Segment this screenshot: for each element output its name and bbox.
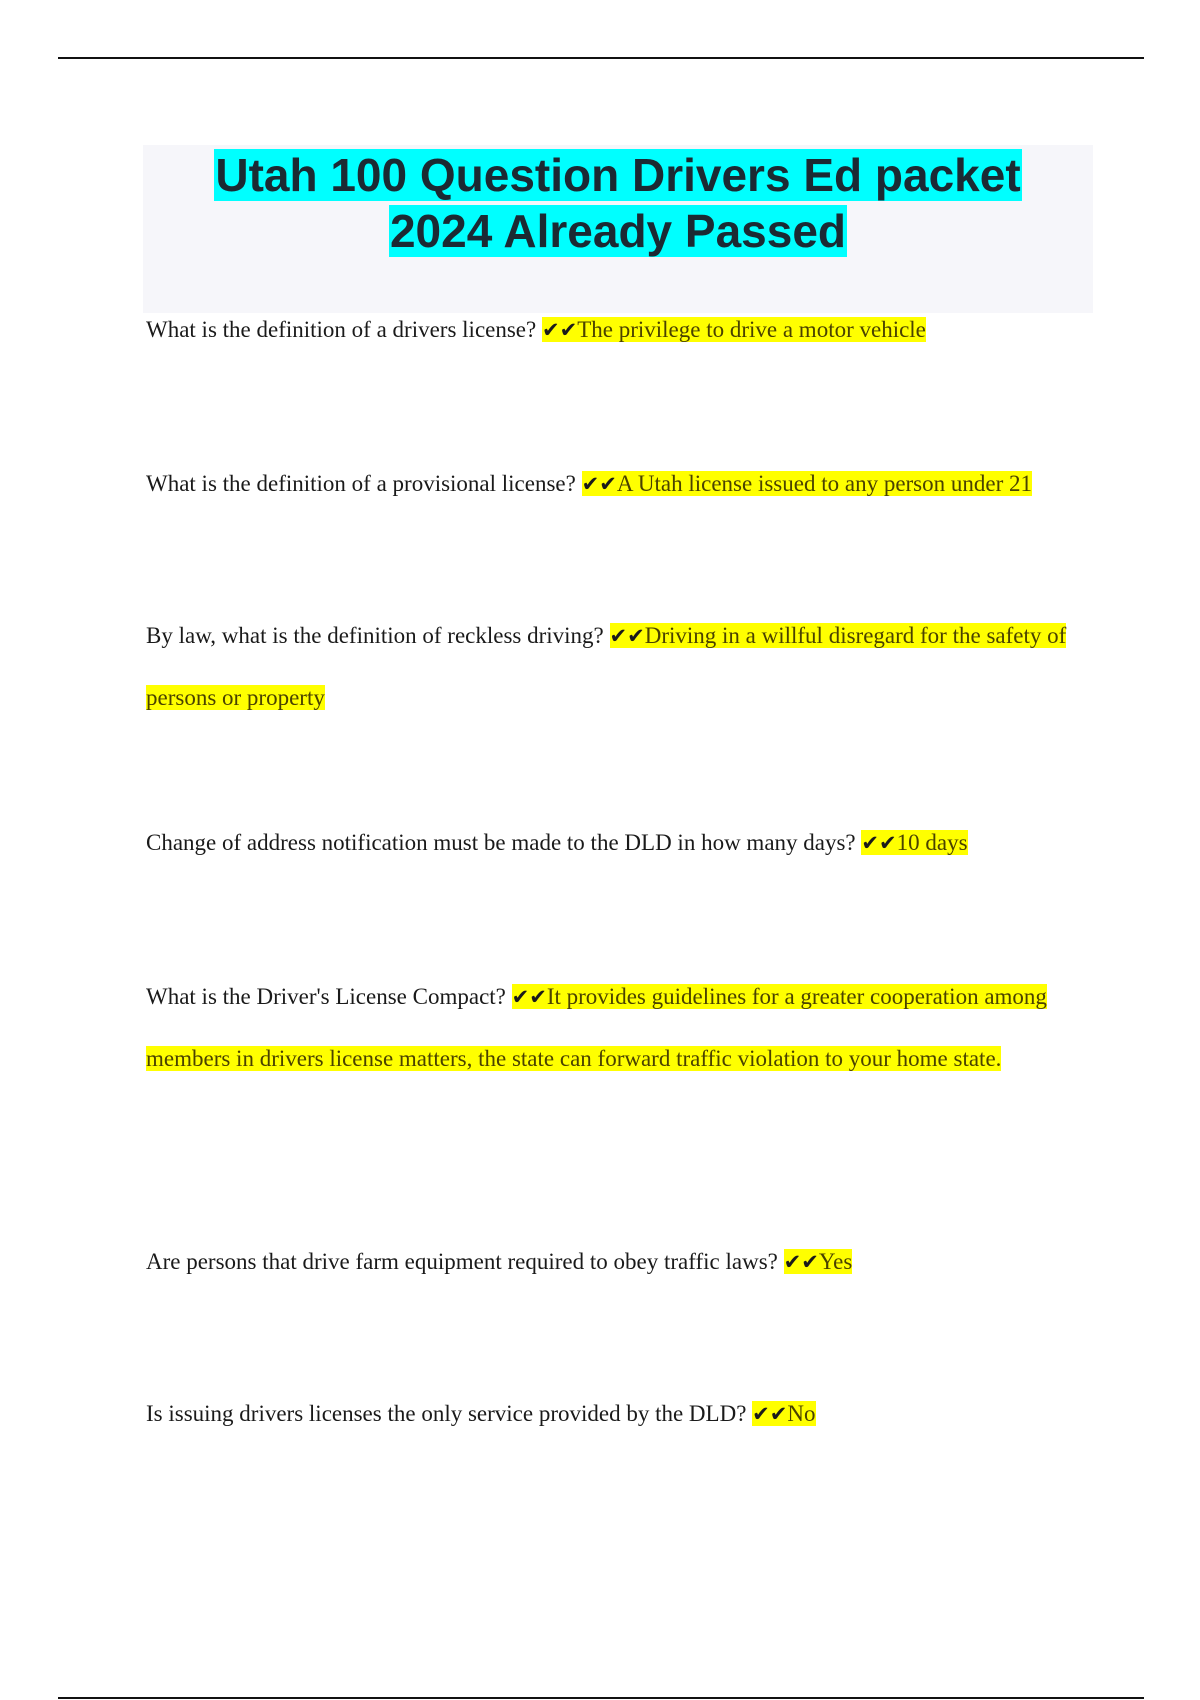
qa-item-2 (146, 453, 1096, 515)
bottom-rule (58, 1697, 1144, 1699)
question-text: Are persons that drive farm equipment required to obey traffic laws? (146, 1249, 778, 1274)
qa-item-6 (146, 1231, 1096, 1293)
question-text: By law, what is the definition of reckless driving? (146, 623, 604, 648)
question-text: Change of address notification must be made to the DLD in how many days? (146, 830, 856, 855)
answer-text: ✔✔Yes (783, 1249, 853, 1274)
question-text: What is the Driver's License Compact? (146, 984, 506, 1009)
double-check-icon: ✔✔ (609, 624, 645, 648)
answer-text: ✔✔The privilege to drive a motor vehicle (541, 317, 926, 342)
answer-text: ✔✔A Utah license issued to any person under 21 (581, 471, 1033, 496)
qa-item-7 (146, 1383, 1096, 1445)
double-check-icon: ✔✔ (752, 1402, 788, 1426)
title-line-2: 2024 Already Passed (389, 205, 847, 257)
double-check-icon: ✔✔ (581, 472, 617, 496)
question-text: What is the definition of a provisional license? (146, 471, 576, 496)
qa-item-3 (146, 605, 1096, 728)
double-check-icon: ✔✔ (861, 831, 897, 855)
title-line-1: Utah 100 Question Drivers Ed packet (215, 149, 1021, 201)
document-title (143, 145, 1093, 259)
double-check-icon: ✔✔ (541, 318, 578, 342)
top-rule (58, 57, 1144, 59)
answer-text: ✔✔It provides guidelines for a greater cooperation among members in drivers license matters, the state can forward traffic violation to your home state. (146, 984, 1047, 1071)
answer-text: ✔✔Driving in a willful disregard for the safety of persons or property (146, 623, 1067, 710)
qa-item-1 (146, 299, 1096, 361)
answer-text: ✔✔10 days (861, 830, 968, 855)
qa-item-4 (146, 812, 1096, 874)
title-box (143, 145, 1093, 313)
double-check-icon: ✔✔ (783, 1250, 819, 1274)
qa-item-5 (146, 966, 1096, 1089)
question-text: Is issuing drivers licenses the only service provided by the DLD? (146, 1401, 747, 1426)
double-check-icon: ✔✔ (511, 985, 547, 1009)
answer-text: ✔✔No (752, 1401, 816, 1426)
question-text: What is the definition of a drivers license? (146, 317, 537, 342)
